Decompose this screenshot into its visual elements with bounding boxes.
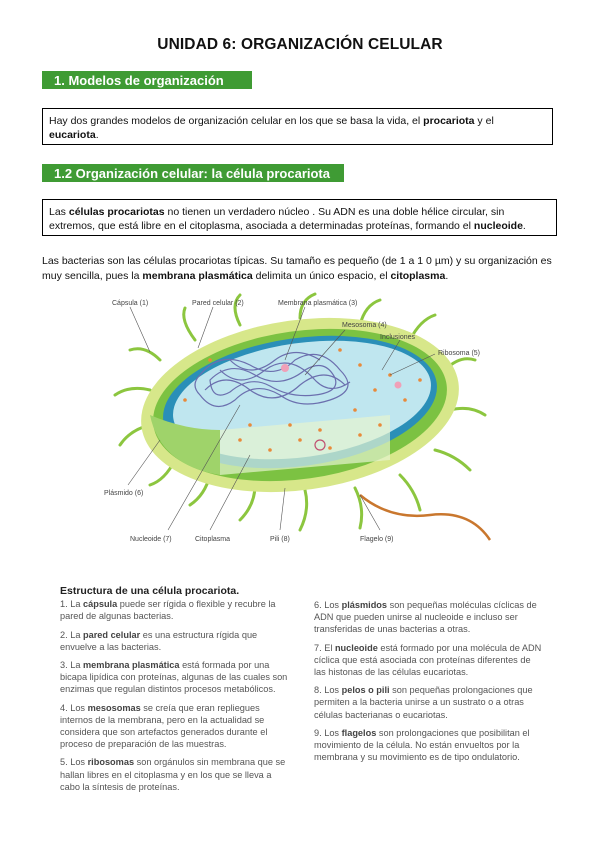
bacterium-illustration [90, 290, 510, 555]
term-eucariota: eucariota [49, 129, 96, 141]
legend-item: 6. Los plásmidos son pequeñas moléculas cíclicas de ADN que pueden unirse al nucleoide e incluso ser transferidas de unas bacterias a otras. [314, 600, 537, 635]
box-text: . [95, 129, 99, 141]
legend-item: 5. Los ribosomas son orgánulos sin membrana que se hallan libres en el citoplasma y en los que se lleva a cabo la síntesis de proteínas. [60, 757, 286, 792]
box-text: Las [49, 206, 69, 218]
term-membrana-plasmatica: membrana plasmática [142, 270, 253, 282]
definition-box-procariota [42, 199, 557, 236]
term-procariota: procariota [423, 115, 475, 127]
box-text: Hay dos grandes modelos de organización celular en los que se basa la vida, el [49, 115, 424, 127]
term-nucleoide: nucleoide [473, 220, 523, 232]
term-citoplasma: citoplasma [390, 270, 446, 282]
para-text: . [445, 270, 449, 282]
legend-left-column [60, 585, 290, 799]
term-celulas-procariotas: células procariotas [68, 206, 165, 218]
inclusion [395, 382, 402, 389]
label-pared: Pared celular (2) [192, 300, 244, 307]
label-capsula: Cápsula (1) [112, 300, 149, 307]
legend-item: 1. La cápsula puede ser rígida o flexible y recubre la pared de algunas bacterias. [60, 599, 276, 622]
label-citoplasma: Citoplasma [195, 536, 231, 543]
legend-item: 2. La pared celular es una estructura rígida que envuelve a las bacterias. [60, 629, 258, 652]
box-text: y el [474, 115, 494, 127]
legend-item: 7. El nucleoide está formado por una molécula de ADN cíclica que está asociada con proteínas diferentes de las histonas de las células eucariotas. [314, 642, 542, 678]
inclusion [281, 364, 289, 372]
bacterias-paragraph [42, 254, 562, 284]
label-pili: Pili (8) [270, 536, 290, 543]
prokaryotic-cell-diagram [90, 290, 510, 555]
section-heading-procariota: 1.2 Organización celular: la célula procariota [42, 164, 344, 182]
label-nucleoide: Nucleoide (7) [130, 536, 172, 543]
legend-right-column [314, 599, 544, 769]
flagellum [360, 495, 490, 540]
label-membrana: Membrana plasmática (3) [278, 300, 358, 307]
definition-box-modelos [42, 108, 553, 145]
label-plasmido: Plásmido (6) [104, 490, 144, 497]
box-text: . [522, 220, 526, 232]
label-ribosomas: Ribosoma (5) [438, 350, 481, 357]
legend-item: 8. Los pelos o pili son pequeñas prolongaciones que permiten a la bacteria unirse a un sustrato o a otras células bacterianas o eucariotas. [314, 685, 533, 720]
page-title: UNIDAD 6: ORGANIZACIÓN CELULAR [157, 36, 443, 53]
label-mesosoma: Mesosoma (4) [342, 322, 387, 329]
para-text: Las bacterias son las células procariotas típicas. Su tamaño es pequeño (de 1 a 1 0 µm) y su organización es muy sencilla, pues la [42, 255, 552, 282]
legend-item: 9. Los flagelos son prolongaciones que posibilitan el movimiento de la célula. No están envueltos por la membrana y su movimiento es de tipo ondulatorio. [314, 727, 530, 763]
legend-title: Estructura de una célula procariota. [60, 585, 240, 597]
box-text: no tienen un verdadero núcleo . Su ADN es una doble hélice circular, sin extremos, que está libre en el citoplasma, asociada a determinadas proteínas, formando el [49, 206, 505, 232]
legend-item: 3. La membrana plasmática está formada por una bicapa lipídica con proteínas, algunas de las cuales son enzimas que regulan distintos procesos metabólicos. [60, 660, 288, 695]
section-heading-modelos: 1. Modelos de organización [42, 71, 252, 89]
legend-item: 4. Los mesosomas se creía que eran repliegues internos de la membrana, pero en la actualidad se considera que son artefactos generados durante el proceso de preparación de las muestras. [60, 702, 268, 750]
label-flagelo: Flagelo (9) [360, 536, 394, 543]
label-inclusiones: Inclusiones [380, 334, 416, 341]
para-text: delimita un único espacio, el [252, 270, 391, 282]
